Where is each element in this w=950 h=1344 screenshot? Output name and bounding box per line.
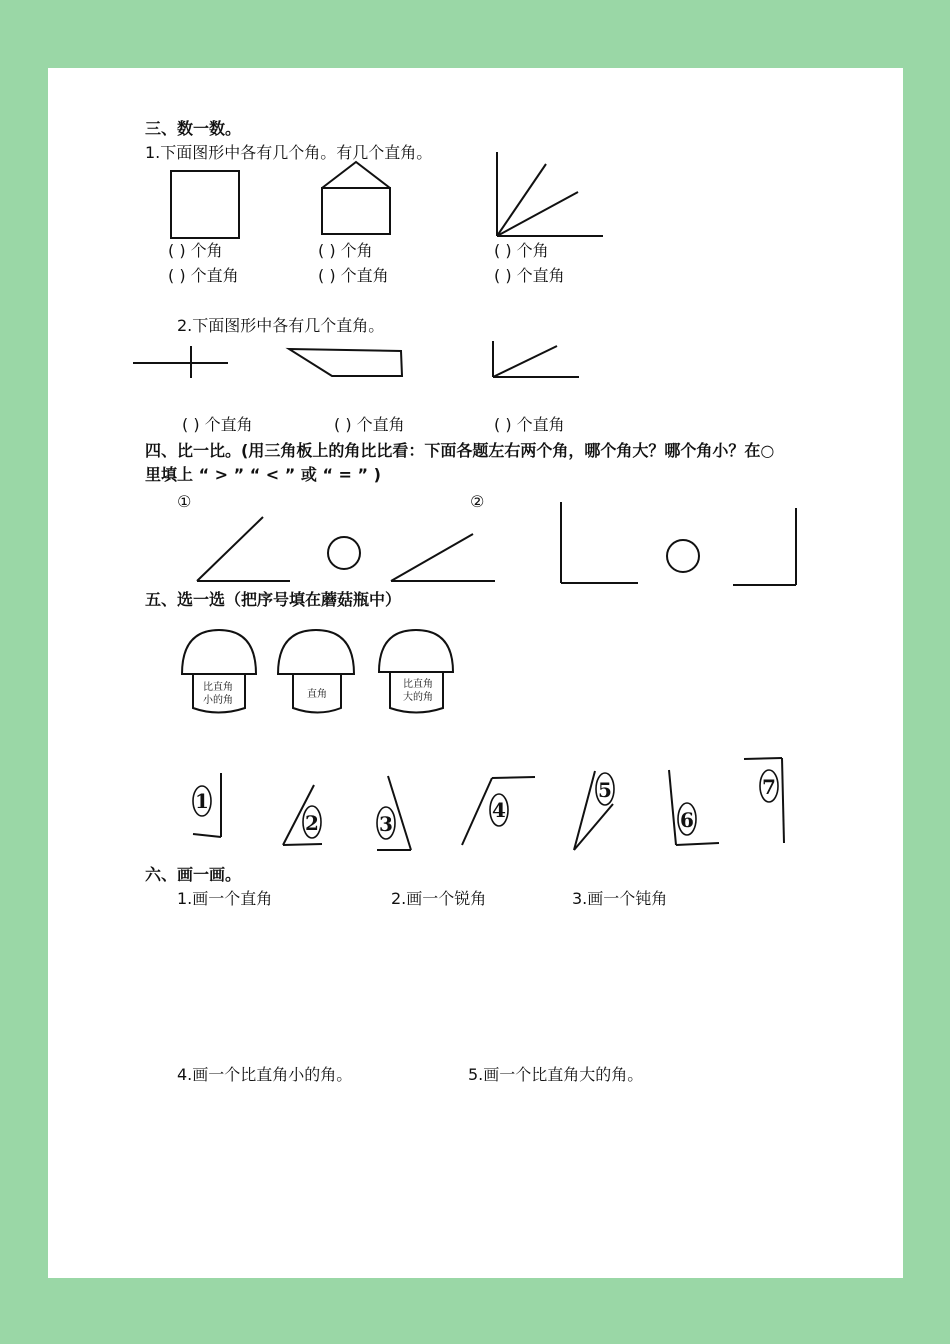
section3-q1: 1.下面图形中各有几个角。有几个直角。: [145, 143, 433, 162]
compare1-circle: [328, 537, 360, 569]
q2-cross-figure: [133, 346, 228, 378]
mushroom-3: [379, 630, 453, 713]
q1-shape1-angle-blank: ( ) 个角: [168, 241, 223, 260]
angle-number-1: 1: [195, 789, 209, 813]
mushroom3-label: 比直角 大的角: [403, 679, 433, 703]
mushroom-1: [182, 630, 256, 713]
draw-task-4: 4.画一个比直角小的角。: [177, 1065, 353, 1084]
compare2-right-angle: [733, 508, 796, 585]
q1-house-figure: [322, 162, 390, 234]
q1-shape3-angle-blank: ( ) 个角: [494, 241, 549, 260]
angle-figure-6: [669, 770, 719, 845]
section3-title: 三、数一数。: [145, 119, 242, 138]
angle-number-5: 5: [598, 778, 612, 802]
q1-shape1-right-blank: ( ) 个直角: [168, 266, 239, 285]
angle-number-4: 4: [492, 798, 506, 822]
compare2-circle: [667, 540, 699, 572]
mushroom-2: [278, 630, 354, 713]
q2-blank2: ( ) 个直角: [334, 415, 405, 434]
compare1-left-angle: [197, 517, 290, 581]
angle-figure-7: [744, 758, 784, 843]
q2-trapezoid-figure: [289, 349, 402, 376]
angle-number-2: 2: [305, 811, 319, 835]
section3-q2: 2.下面图形中各有几个直角。: [177, 316, 385, 335]
section4-item2-label: ②: [470, 492, 485, 511]
compare2-left-angle: [561, 502, 638, 583]
draw-task-3: 3.画一个钝角: [572, 889, 668, 908]
section4-title-line2: 里填上 “ > ” “ < ” 或 “ = ” ): [145, 465, 381, 484]
mushroom2-label: 直角: [307, 689, 327, 700]
q1-square-figure: [171, 171, 239, 238]
compare1-right-angle: [391, 534, 495, 581]
section4-title-line1: 四、比一比。(用三角板上的角比比看：下面各题左右两个角，哪个角大？哪个角小？在○: [145, 441, 775, 460]
draw-task-1: 1.画一个直角: [177, 889, 273, 908]
section5-title: 五、选一选（把序号填在蘑菇瓶中）: [145, 590, 402, 609]
angle-number-6: 6: [680, 808, 694, 832]
section4-item1-label: ①: [177, 492, 192, 511]
q1-shape3-right-blank: ( ) 个直角: [494, 266, 565, 285]
angle-number-3: 3: [379, 812, 393, 836]
section6-title: 六、画一画。: [145, 865, 242, 884]
draw-task-5: 5.画一个比直角大的角。: [468, 1065, 644, 1084]
q1-rays-figure: [497, 152, 603, 236]
q2-blank3: ( ) 个直角: [494, 415, 565, 434]
q2-blank1: ( ) 个直角: [182, 415, 253, 434]
mushroom1-label: 比直角 小的角: [203, 682, 233, 706]
q1-shape2-angle-blank: ( ) 个角: [318, 241, 373, 260]
angle-number-7: 7: [762, 775, 776, 799]
q2-angle-figure: [493, 341, 579, 377]
q1-shape2-right-blank: ( ) 个直角: [318, 266, 389, 285]
draw-task-2: 2.画一个锐角: [391, 889, 487, 908]
